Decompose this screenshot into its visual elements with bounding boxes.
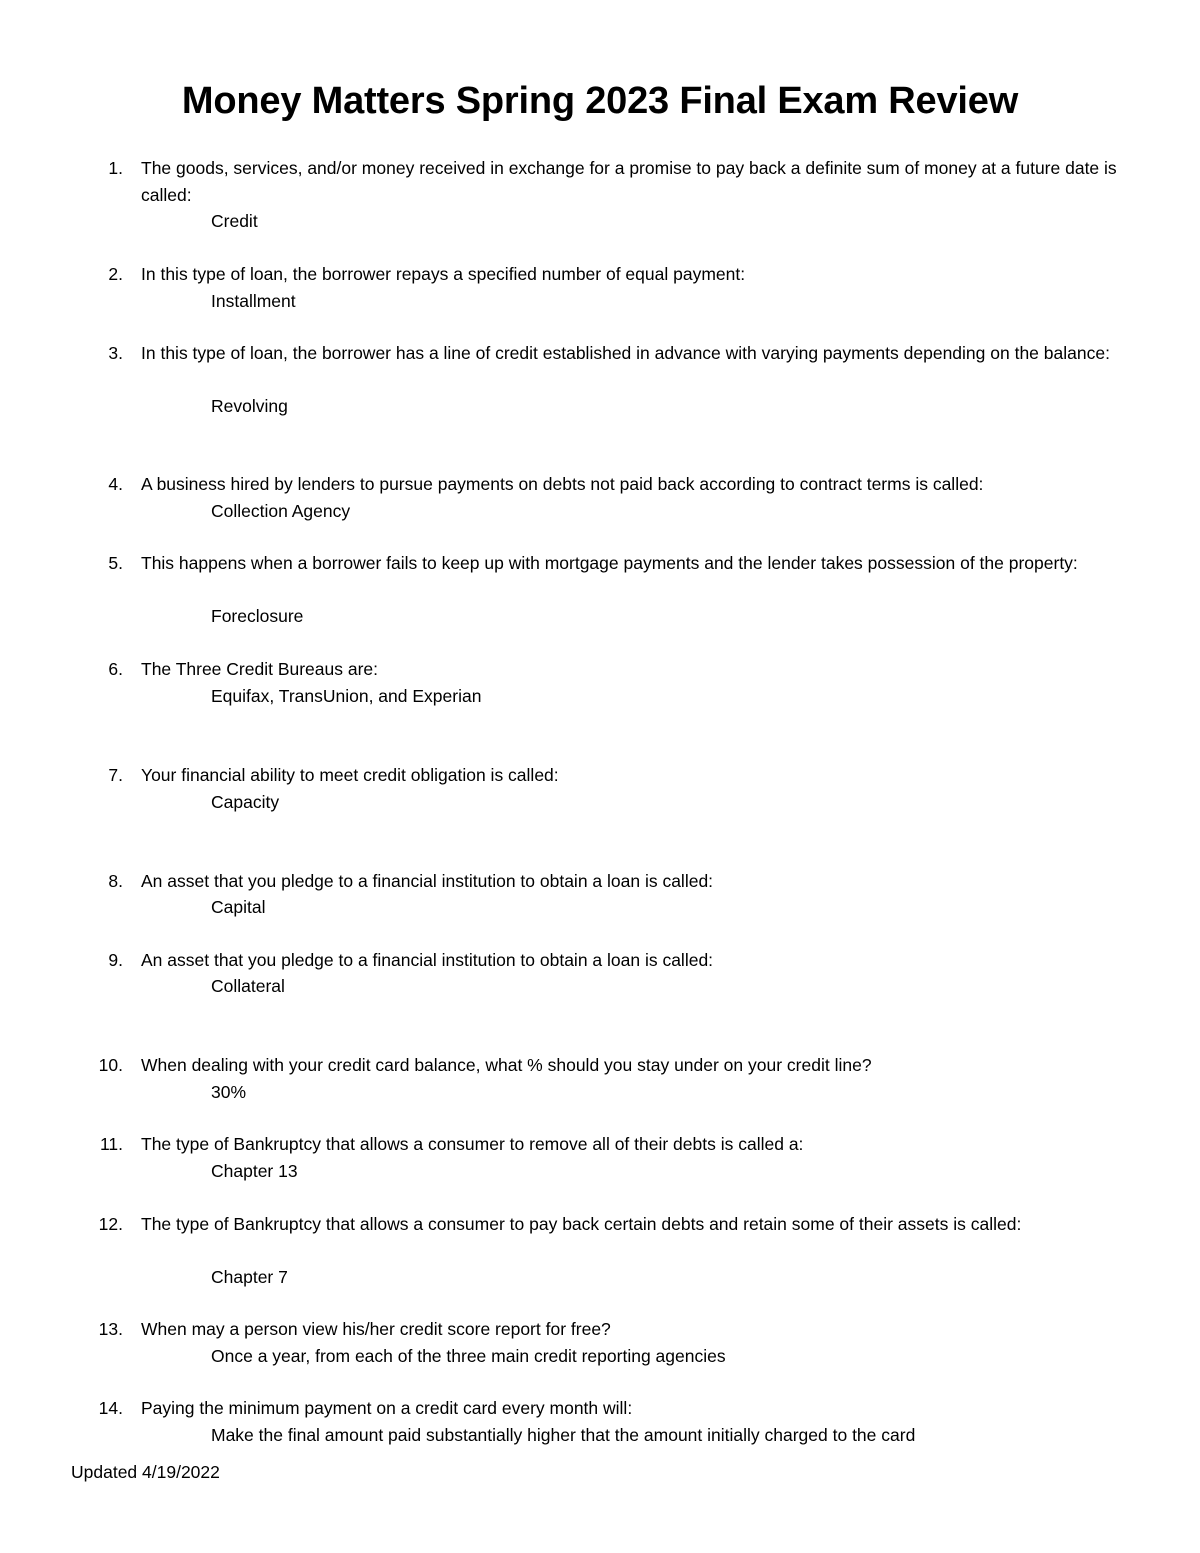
question-text: Your financial ability to meet credit obligation is called:: [141, 765, 559, 785]
answer-text: Make the final amount paid substantially higher that the amount initially charged to the card: [211, 1425, 916, 1445]
answer-text: Chapter 7: [211, 1267, 288, 1287]
answer-text: Installment: [211, 291, 296, 311]
item-number: 4.: [108, 474, 123, 494]
question-text: When dealing with your credit card balance, what % should you stay under on your credit line?: [141, 1055, 872, 1075]
answer-text: Revolving: [211, 396, 288, 416]
question-text: When may a person view his/her credit score report for free?: [141, 1319, 611, 1339]
answer-text: Once a year, from each of the three main credit reporting agencies: [211, 1346, 726, 1366]
item-number: 5.: [108, 553, 123, 573]
answer-text: Foreclosure: [211, 606, 304, 626]
item-number: 9.: [108, 950, 123, 970]
footer-updated-date: Updated 4/19/2022: [71, 1462, 220, 1482]
answer-text: Capacity: [211, 792, 280, 812]
answer-text: Collateral: [211, 976, 285, 996]
item-number: 12.: [98, 1214, 123, 1234]
question-text: The type of Bankruptcy that allows a consumer to remove all of their debts is called a:: [141, 1134, 804, 1154]
question-text: A business hired by lenders to pursue payments on debts not paid back according to contract terms is called:: [141, 474, 984, 494]
item-number: 3.: [108, 343, 123, 363]
question-text: Paying the minimum payment on a credit card every month will:: [141, 1398, 633, 1418]
answer-text: Capital: [211, 897, 266, 917]
question-text: An asset that you pledge to a financial institution to obtain a loan is called:: [141, 950, 714, 970]
item-number: 6.: [108, 659, 123, 679]
item-number: 8.: [108, 871, 123, 891]
question-text: The type of Bankruptcy that allows a consumer to pay back certain debts and retain some of their assets is called:: [141, 1214, 1022, 1234]
item-number: 1.: [108, 158, 123, 178]
question-text: The Three Credit Bureaus are:: [141, 659, 379, 679]
question-text: In this type of loan, the borrower repays a specified number of equal payment:: [141, 264, 746, 284]
question-text: The goods, services, and/or money received in exchange for a promise to pay back a definite sum of money at a future date is called:: [141, 158, 1117, 205]
item-number: 10.: [98, 1055, 123, 1075]
item-number: 2.: [108, 264, 123, 284]
item-number: 13.: [98, 1319, 123, 1339]
answer-text: Collection Agency: [211, 501, 351, 521]
answer-text: Chapter 13: [211, 1161, 298, 1181]
answer-text: 30%: [211, 1082, 247, 1102]
question-text: This happens when a borrower fails to keep up with mortgage payments and the lender takes possession of the property:: [141, 553, 1078, 573]
item-number: 14.: [98, 1398, 123, 1418]
question-text: In this type of loan, the borrower has a line of credit established in advance with varying payments depending on the balance:: [141, 343, 1110, 363]
item-number: 7.: [108, 765, 123, 785]
question-text: An asset that you pledge to a financial institution to obtain a loan is called:: [141, 871, 714, 891]
page-title: Money Matters Spring 2023 Final Exam Review: [181, 80, 1019, 122]
answer-text: Credit: [211, 211, 258, 231]
item-number: 11.: [99, 1134, 123, 1154]
answer-text: Equifax, TransUnion, and Experian: [211, 686, 482, 706]
